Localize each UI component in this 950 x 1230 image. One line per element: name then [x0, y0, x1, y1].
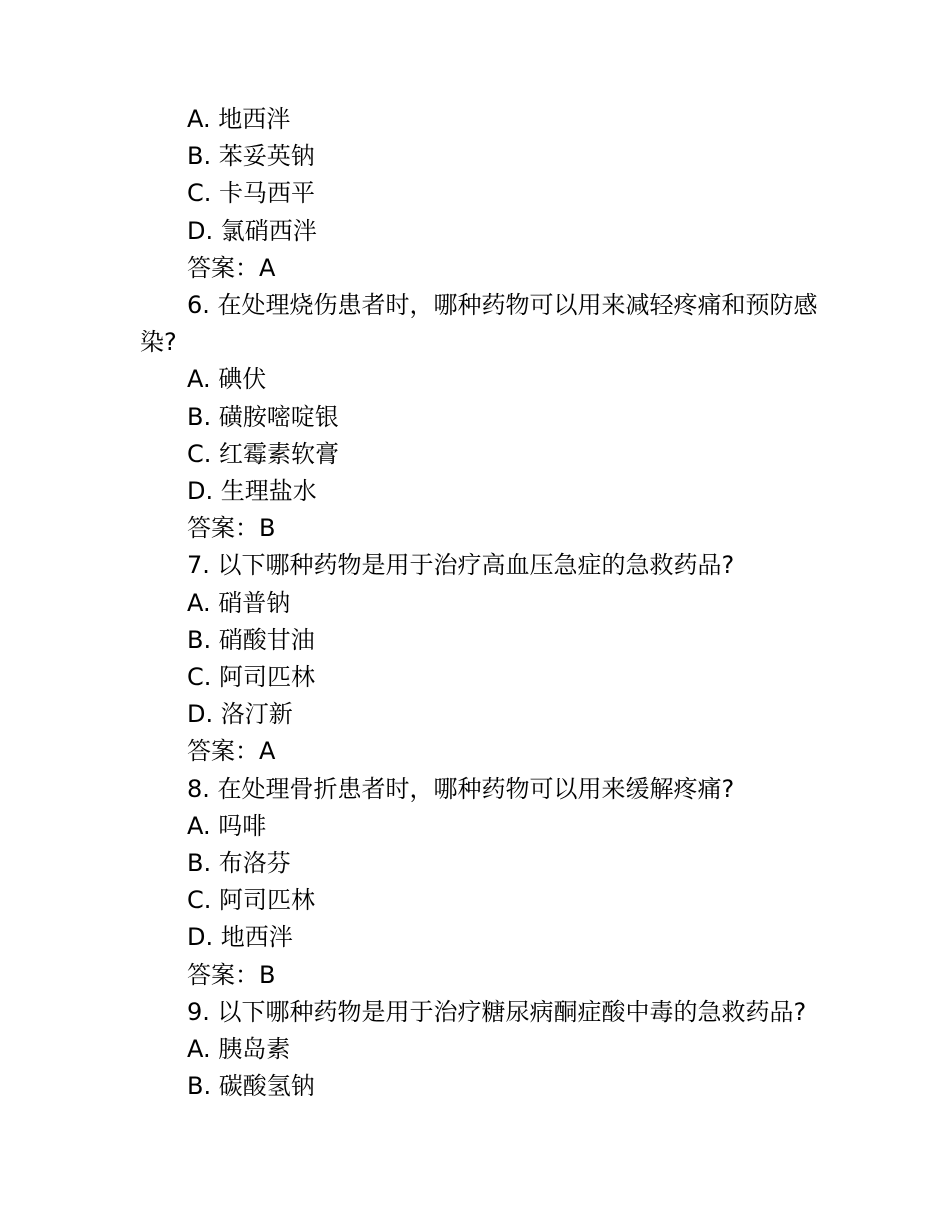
question-list [140, 101, 820, 1105]
option-a: A. 碘伏 [187, 365, 267, 394]
answer-line: 答案：B [187, 514, 276, 543]
option-d: D. 氯硝西泮 [187, 216, 317, 245]
option-b: B. 布洛芬 [187, 849, 291, 878]
option-d: D. 地西泮 [187, 923, 293, 952]
option-a: A. 胰岛素 [187, 1035, 291, 1064]
option-b: B. 硝酸甘油 [187, 625, 315, 654]
option-d: D. 生理盐水 [187, 477, 317, 506]
option-c: C. 卡马西平 [187, 179, 316, 208]
option-b: B. 碳酸氢钠 [187, 1072, 315, 1101]
option-a: A. 硝普钠 [187, 588, 291, 617]
answer-line: 答案：A [187, 253, 276, 282]
question-6: 6. 在处理烧伤患者时，哪种药物可以用来减轻疼痛和预防感染? [140, 291, 818, 357]
option-b: B. 磺胺嘧啶银 [187, 402, 339, 431]
option-c: C. 阿司匹林 [187, 886, 316, 915]
option-c: C. 阿司匹林 [187, 663, 316, 692]
option-d: D. 洛汀新 [187, 700, 293, 729]
answer-line: 答案：B [187, 960, 276, 989]
option-a: A. 地西泮 [187, 105, 291, 133]
option-b: B. 苯妥英钠 [187, 142, 315, 171]
question-7: 7. 以下哪种药物是用于治疗高血压急症的急救药品? [187, 551, 735, 580]
option-c: C. 红霉素软膏 [187, 439, 340, 468]
question-8: 8. 在处理骨折患者时，哪种药物可以用来缓解疼痛? [187, 774, 735, 803]
answer-line: 答案：A [187, 737, 276, 766]
option-a: A. 吗啡 [187, 811, 267, 840]
question-9: 9. 以下哪种药物是用于治疗糖尿病酮症酸中毒的急救药品? [187, 997, 807, 1026]
